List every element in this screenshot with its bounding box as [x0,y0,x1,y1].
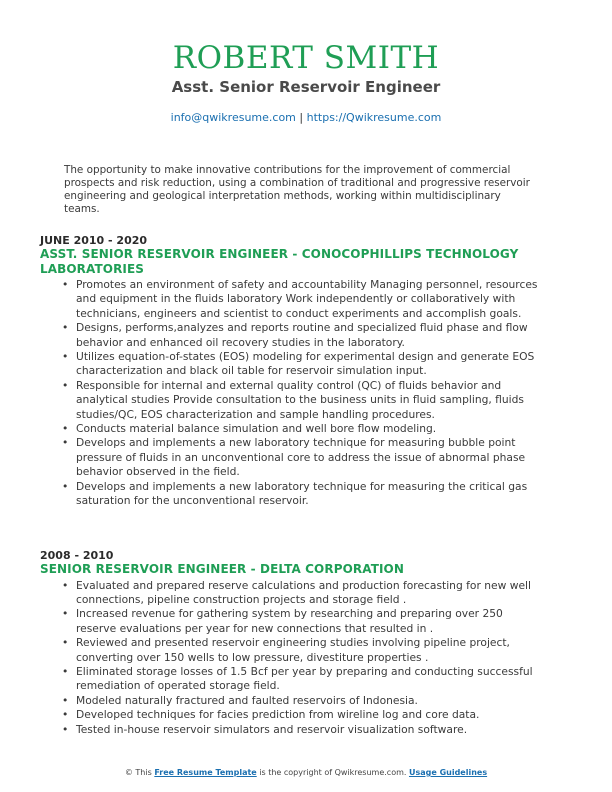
candidate-role: Asst. Senior Reservoir Engineer [171,78,441,96]
summary-paragraph: The opportunity to make innovative contributions for the improvement of commercial prospects and risk reduction, using a combination of traditional and progressive reservoir engineering and geological interpretation methods, working within multidisciplinary teams. [64,164,530,215]
footer-prefix: © This [124,768,152,777]
list-item: • Designs, performs,analyzes and reports routine and specialized fluid phase and flow behavior and enhanced oil recovery studies in the laboratory. [76,321,540,350]
list-item: • Evaluated and prepared reserve calculations and production forecasting for new well connections, pipeline construction projects and storage field . [76,579,540,608]
email-link[interactable]: info@qwikresume.com [170,111,296,124]
list-item: • Increased revenue for gathering system by researching and preparing over 250 reserve evaluations per year for new connections that resulted in . [76,607,540,636]
list-item: • Promotes an environment of safety and accountability Managing personnel, resources and equipment in the fluids laboratory Work independently or collaboratively with technicians, engineers and scientist to conduct experiments and accomplish goals. [76,278,540,321]
list-item: • Develops and implements a new laboratory technique for measuring the critical gas saturation for the unconventional reservoir. [76,480,540,509]
job-dates: JUNE 2010 - 2020 [40,234,148,247]
list-item: • Reviewed and presented reservoir engineering studies involving pipeline project, converting over 150 wells to low pressure, divestiture properties . [76,636,540,665]
copyright-footer [0,768,612,778]
website-link[interactable]: https://Qwikresume.com [306,111,442,124]
contact-line [0,111,612,125]
contact-separator: | [299,111,304,124]
list-item: • Tested in-house reservoir simulators and reservoir visualization software. [76,723,540,737]
free-template-link[interactable]: Free Resume Template [154,768,257,777]
list-item: • Develops and implements a new laboratory technique for measuring bubble point pressure of fluids in an unconventional core to address the issue of abnormal phase behavior observed in the field. [76,436,540,479]
list-item: • Conducts material balance simulation and well bore flow modeling. [76,422,540,436]
usage-guidelines-link[interactable]: Usage Guidelines [408,768,488,777]
list-item: • Utilizes equation-of-states (EOS) modeling for experimental design and generate EOS characterization and black oil table for reservoir simulation input. [76,350,540,379]
list-item: • Developed techniques for facies prediction from wireline log and core data. [76,708,540,722]
job-bullets [40,579,540,737]
job-dates: 2008 - 2010 [40,549,114,562]
job-entry [40,234,540,509]
candidate-name: ROBERT SMITH [172,40,440,76]
footer-middle: is the copyright of Qwikresume.com. [259,768,407,777]
job-entry [40,549,540,737]
job-bullets [40,278,540,509]
job-title: SENIOR RESERVOIR ENGINEER - DELTA CORPORATION [40,562,404,576]
list-item: • Eliminated storage losses of 1.5 Bcf per year by preparing and conducting successful remediation of operated storage field. [76,665,540,694]
list-item: • Responsible for internal and external quality control (QC) of fluids behavior and analytical studies Provide consultation to the business units in fluid sampling, fluids studies/QC, EOS characterization and sample handling procedures. [76,379,540,422]
list-item: • Modeled naturally fractured and faulted reservoirs of Indonesia. [76,694,540,708]
job-title: ASST. SENIOR RESERVOIR ENGINEER - CONOCOPHILLIPS TECHNOLOGY LABORATORIES [40,247,519,276]
